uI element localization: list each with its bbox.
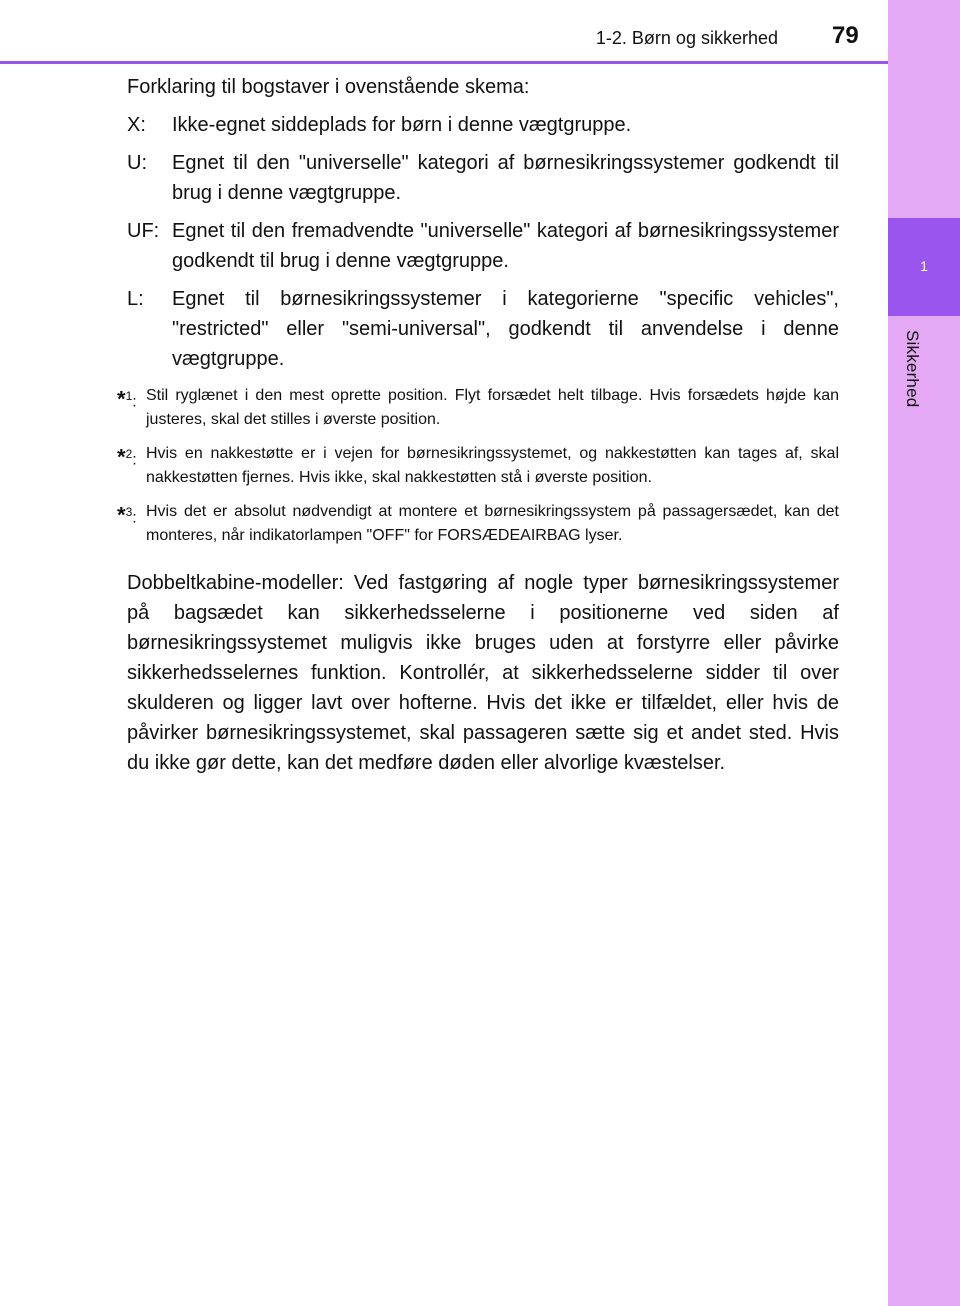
footnote-star: * [117, 386, 126, 412]
definition-key: X: [127, 114, 146, 136]
footnote-text: Stil ryglænet i den mest oprette position. Flyt forsædet helt tilbage. Hvis forsædets højde kan justeres, skal det stilles i øverste position. [146, 387, 839, 428]
definition-text: Ikke-egnet siddeplads for børn i denne vægtgruppe. [172, 114, 632, 136]
header-divider [0, 61, 888, 64]
header-section-title: 1-2. Børn og sikkerhed [595, 28, 778, 48]
definition-key: L: [127, 288, 144, 310]
footnote-marker: *$^2$: [117, 444, 137, 470]
footnote-number: 2 [125, 447, 133, 461]
footnote-number: 1 [125, 389, 133, 403]
definition-item [127, 284, 839, 374]
definition-key: UF: [127, 220, 160, 242]
footnote-number: 3 [125, 505, 133, 519]
footnote-text: Hvis det er absolut nødvendigt at montere et børnesikringssystem på passagersædet, kan det monteres, når indikatorlampen "OFF" for FORSÆDEAIRBAG lyser. [146, 503, 839, 544]
definition-text: Egnet til børnesikringssystemer i kategorierne "specific vehicles", "restricted" eller "semi-universal", godkendt til anvendelse i denne vægtgruppe. [172, 288, 839, 370]
side-tab-number: 1 [920, 258, 928, 274]
side-tab-label: Sikkerhed [903, 330, 922, 408]
page-number: 79 [832, 22, 859, 49]
warning-paragraph: Dobbeltkabine-modeller: Ved fastgøring af nogle typer børnesikringssystemer på bagsædet kan sikkerhedsselerne i positionerne ved siden af børnesikringssystemet muligvis ikke bruges uden at forstyrre eller påvirke sikkerhedsselernes funktion. Kontrollér, at sikkerhedsselerne sidder til over skulderen og ligger lavt over hofterne. Hvis det ikke er tilfældet, eller hvis de påvirker børnesikringssystemet, skal passageren sætte sig et andet sted. Hvis du ikke gør dette, kan det medføre døden eller alvorlige kvæstelser. [127, 572, 839, 774]
definition-item [127, 216, 839, 276]
definition-text: Egnet til den fremadvendte "universelle" kategori af børnesikringssystemer godkendt til brug i denne vægtgruppe. [172, 220, 839, 272]
legend-intro: Forklaring til bogstaver i ovenstående skema: [127, 76, 530, 98]
footnote-text: Hvis en nakkestøtte er i vejen for børnesikringssystemet, og nakkestøtten kan tages af, skal nakkestøtten fjernes. Hvis ikke, skal nakkestøtten stå i øverste position. [146, 445, 839, 486]
definition-item [127, 148, 839, 208]
footnote [117, 384, 839, 432]
definition-key: U: [127, 152, 147, 174]
footnote-star: * [117, 502, 126, 528]
footnote [117, 442, 839, 490]
definition-text: Egnet til den "universelle" kategori af børnesikringssystemer godkendt til brug i denne vægtgruppe. [172, 152, 839, 204]
page-content [117, 72, 839, 778]
side-tab-bar [888, 0, 960, 1306]
footnote-marker: *$^3$: [117, 502, 137, 528]
footnote [117, 500, 839, 548]
footnote-star: * [117, 444, 126, 470]
footnote-marker: *$^1$: [117, 386, 137, 412]
definition-item [127, 110, 839, 140]
